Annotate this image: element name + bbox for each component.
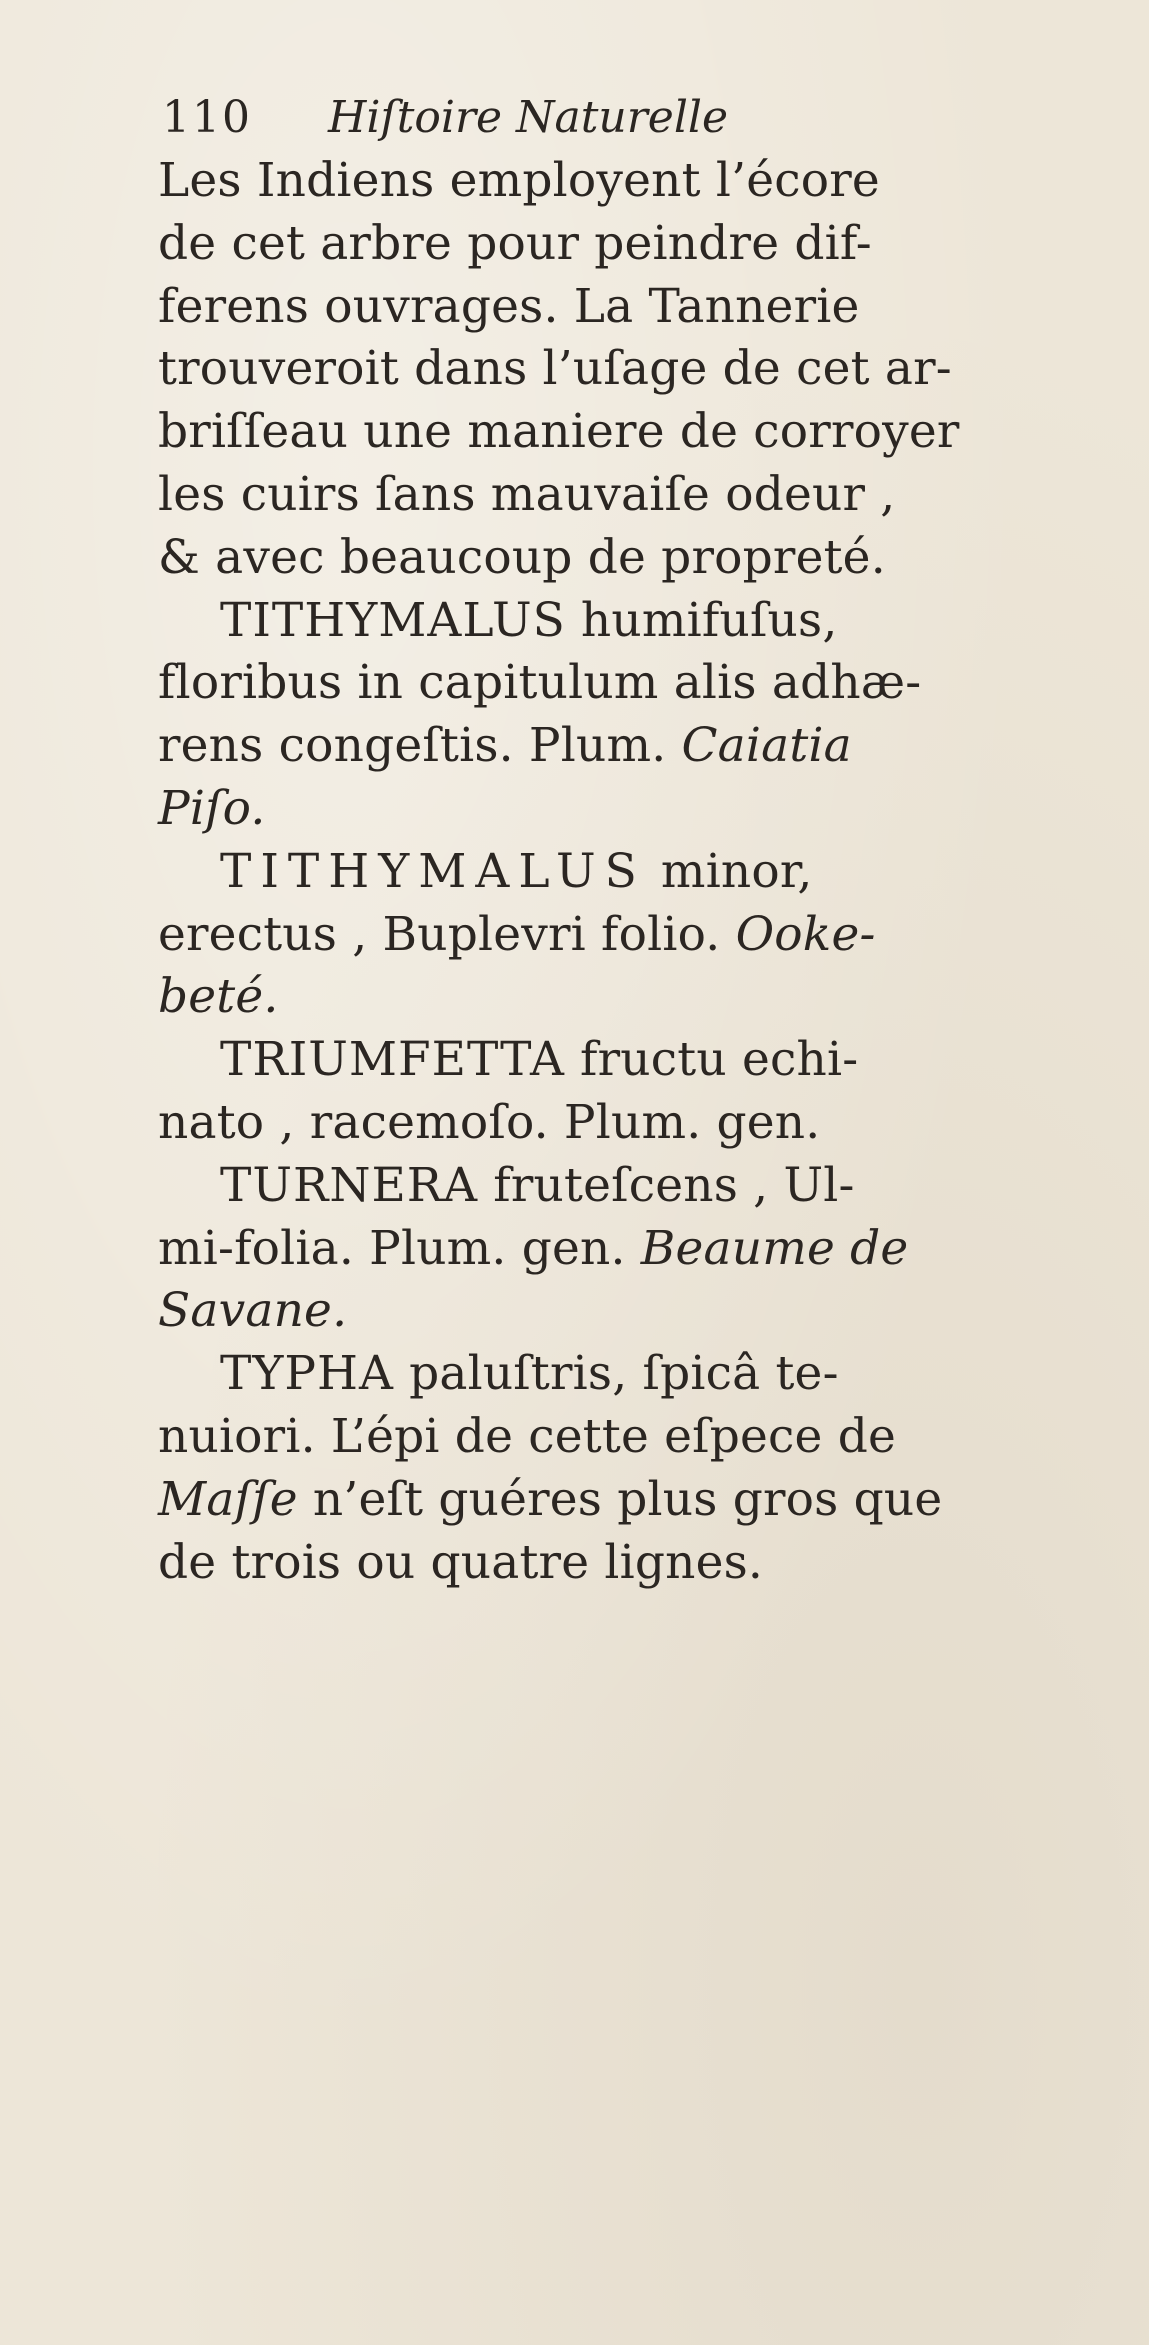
text-line: briſſeau une maniere de corroyer <box>158 404 960 460</box>
text-line: les cuirs ſans mauvaiſe odeur , <box>158 466 896 522</box>
text-line: Les Indiens employent l’écore <box>158 153 880 208</box>
genus-name: TRIUMFETTA <box>220 1032 565 1088</box>
running-head <box>162 88 1062 148</box>
text-line: floribus in capitulum alis adhæ- <box>158 655 922 711</box>
text-line: rens congeſtis. Plum. Caiatia <box>158 718 852 774</box>
italic-name: Savane. <box>158 1283 348 1339</box>
italic-name: Ooke- <box>735 906 876 962</box>
genus-name: TITHYMALUS <box>220 592 566 648</box>
text-line: nato , racemoſo. Plum. gen. <box>158 1094 821 1150</box>
text-line <box>158 966 1118 1029</box>
text-line: mi-folia. Plum. gen. Beaume de <box>158 1220 909 1276</box>
text-line: Maſſe n’eſt guéres plus gros que <box>158 1471 943 1527</box>
entry-tithymalus-minor: TITHYMALUS minor, <box>220 843 813 899</box>
genus-name: TYPHA <box>220 1346 394 1402</box>
body-text <box>158 150 1118 1594</box>
text-line: de trois ou quatre lignes. <box>158 1534 764 1590</box>
text-line: de cet arbre pour peindre dif- <box>158 215 872 271</box>
italic-name: Maſſe <box>158 1471 298 1527</box>
text-line: & avec beaucoup de propreté. <box>158 529 886 585</box>
text-line: erectus , Buplevri folio. Ooke- <box>158 906 876 962</box>
page-number: 110 <box>162 92 252 143</box>
entry-turnera: TURNERA fruteſcens , Ul- <box>220 1157 855 1213</box>
running-title: Hiſtoire Naturelle <box>327 92 729 143</box>
genus-name: TURNERA <box>220 1157 479 1213</box>
entry-triumfetta: TRIUMFETTA fructu echi- <box>220 1032 859 1088</box>
entry-typha: TYPHA paluſtris, ſpicâ te- <box>220 1346 839 1402</box>
italic-name: beté. <box>158 969 279 1025</box>
text-line: trouveroit dans l’uſage de cet ar- <box>158 341 952 397</box>
text-line <box>158 778 1118 841</box>
entry-tithymalus-humifusus: TITHYMALUS humifuſus, <box>220 592 838 648</box>
text-line: nuiori. L’épi de cette eſpece de <box>158 1408 896 1464</box>
text-line: ferens ouvrages. La Tannerie <box>158 278 860 334</box>
italic-name: Caiatia <box>681 718 852 774</box>
genus-name: TITHYMALUS <box>220 843 646 899</box>
italic-name: Piſo. <box>158 780 266 836</box>
italic-name: Beaume de <box>640 1220 909 1276</box>
text-line <box>158 1280 1118 1343</box>
